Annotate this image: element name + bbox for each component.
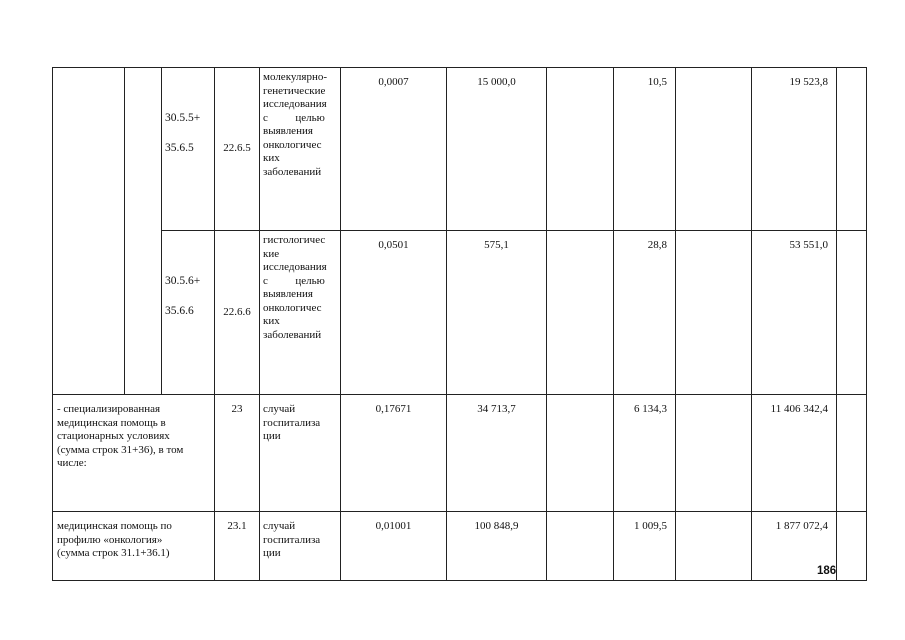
value-norm: 0,01001 <box>341 512 447 581</box>
value-total: 1 877 072,4 <box>752 512 837 581</box>
value-total: 11 406 342,4 <box>752 395 837 512</box>
table-row <box>53 512 867 581</box>
table-row <box>53 68 867 231</box>
empty-cell <box>676 231 752 395</box>
empty-cell <box>547 512 614 581</box>
value-cost: 15 000,0 <box>447 68 547 231</box>
value-per-capita: 28,8 <box>614 231 676 395</box>
empty-cell <box>676 68 752 231</box>
value-cost: 34 713,7 <box>447 395 547 512</box>
empty-cell <box>547 231 614 395</box>
line-number: 22.6.6 <box>215 231 260 395</box>
value-norm: 0,0007 <box>341 68 447 231</box>
row-unit: случай госпитализа ции <box>260 395 341 512</box>
row-unit: случай госпитализа ции <box>260 512 341 581</box>
empty-cell <box>547 68 614 231</box>
value-norm: 0,17671 <box>341 395 447 512</box>
empty-cell <box>547 395 614 512</box>
row-codes: 30.5.6+ 35.6.6 <box>162 231 215 395</box>
table-row <box>53 231 867 395</box>
empty-cell <box>676 512 752 581</box>
empty-cell <box>676 395 752 512</box>
value-per-capita: 1 009,5 <box>614 512 676 581</box>
row-codes: 30.5.5+ 35.6.5 <box>162 68 215 231</box>
line-number: 22.6.5 <box>215 68 260 231</box>
line-number: 23 <box>215 395 260 512</box>
value-total: 53 551,0 <box>752 231 837 395</box>
value-per-capita: 10,5 <box>614 68 676 231</box>
row-description: молекулярно- генетические исследования с целью выявления онкологичес ких заболеваний <box>260 68 341 231</box>
empty-cell <box>837 512 867 581</box>
empty-cell <box>53 68 125 395</box>
line-number: 23.1 <box>215 512 260 581</box>
value-norm: 0,0501 <box>341 231 447 395</box>
table-row <box>53 395 867 512</box>
empty-cell <box>837 231 867 395</box>
empty-cell <box>125 68 162 395</box>
empty-cell <box>837 68 867 231</box>
row-label: - специализированная медицинская помощь в стационарных условиях (сумма строк 31+36), в том числе: <box>53 395 215 512</box>
row-description: гистологичес кие исследования с целью выявления онкологичес ких заболеваний <box>260 231 341 395</box>
value-cost: 100 848,9 <box>447 512 547 581</box>
value-total: 19 523,8 <box>752 68 837 231</box>
empty-cell <box>837 395 867 512</box>
row-label: медицинская помощь по профилю «онкология» (сумма строк 31.1+36.1) <box>53 512 215 581</box>
value-cost: 575,1 <box>447 231 547 395</box>
value-per-capita: 6 134,3 <box>614 395 676 512</box>
data-table <box>52 67 867 581</box>
page-number: 186 <box>817 565 837 577</box>
